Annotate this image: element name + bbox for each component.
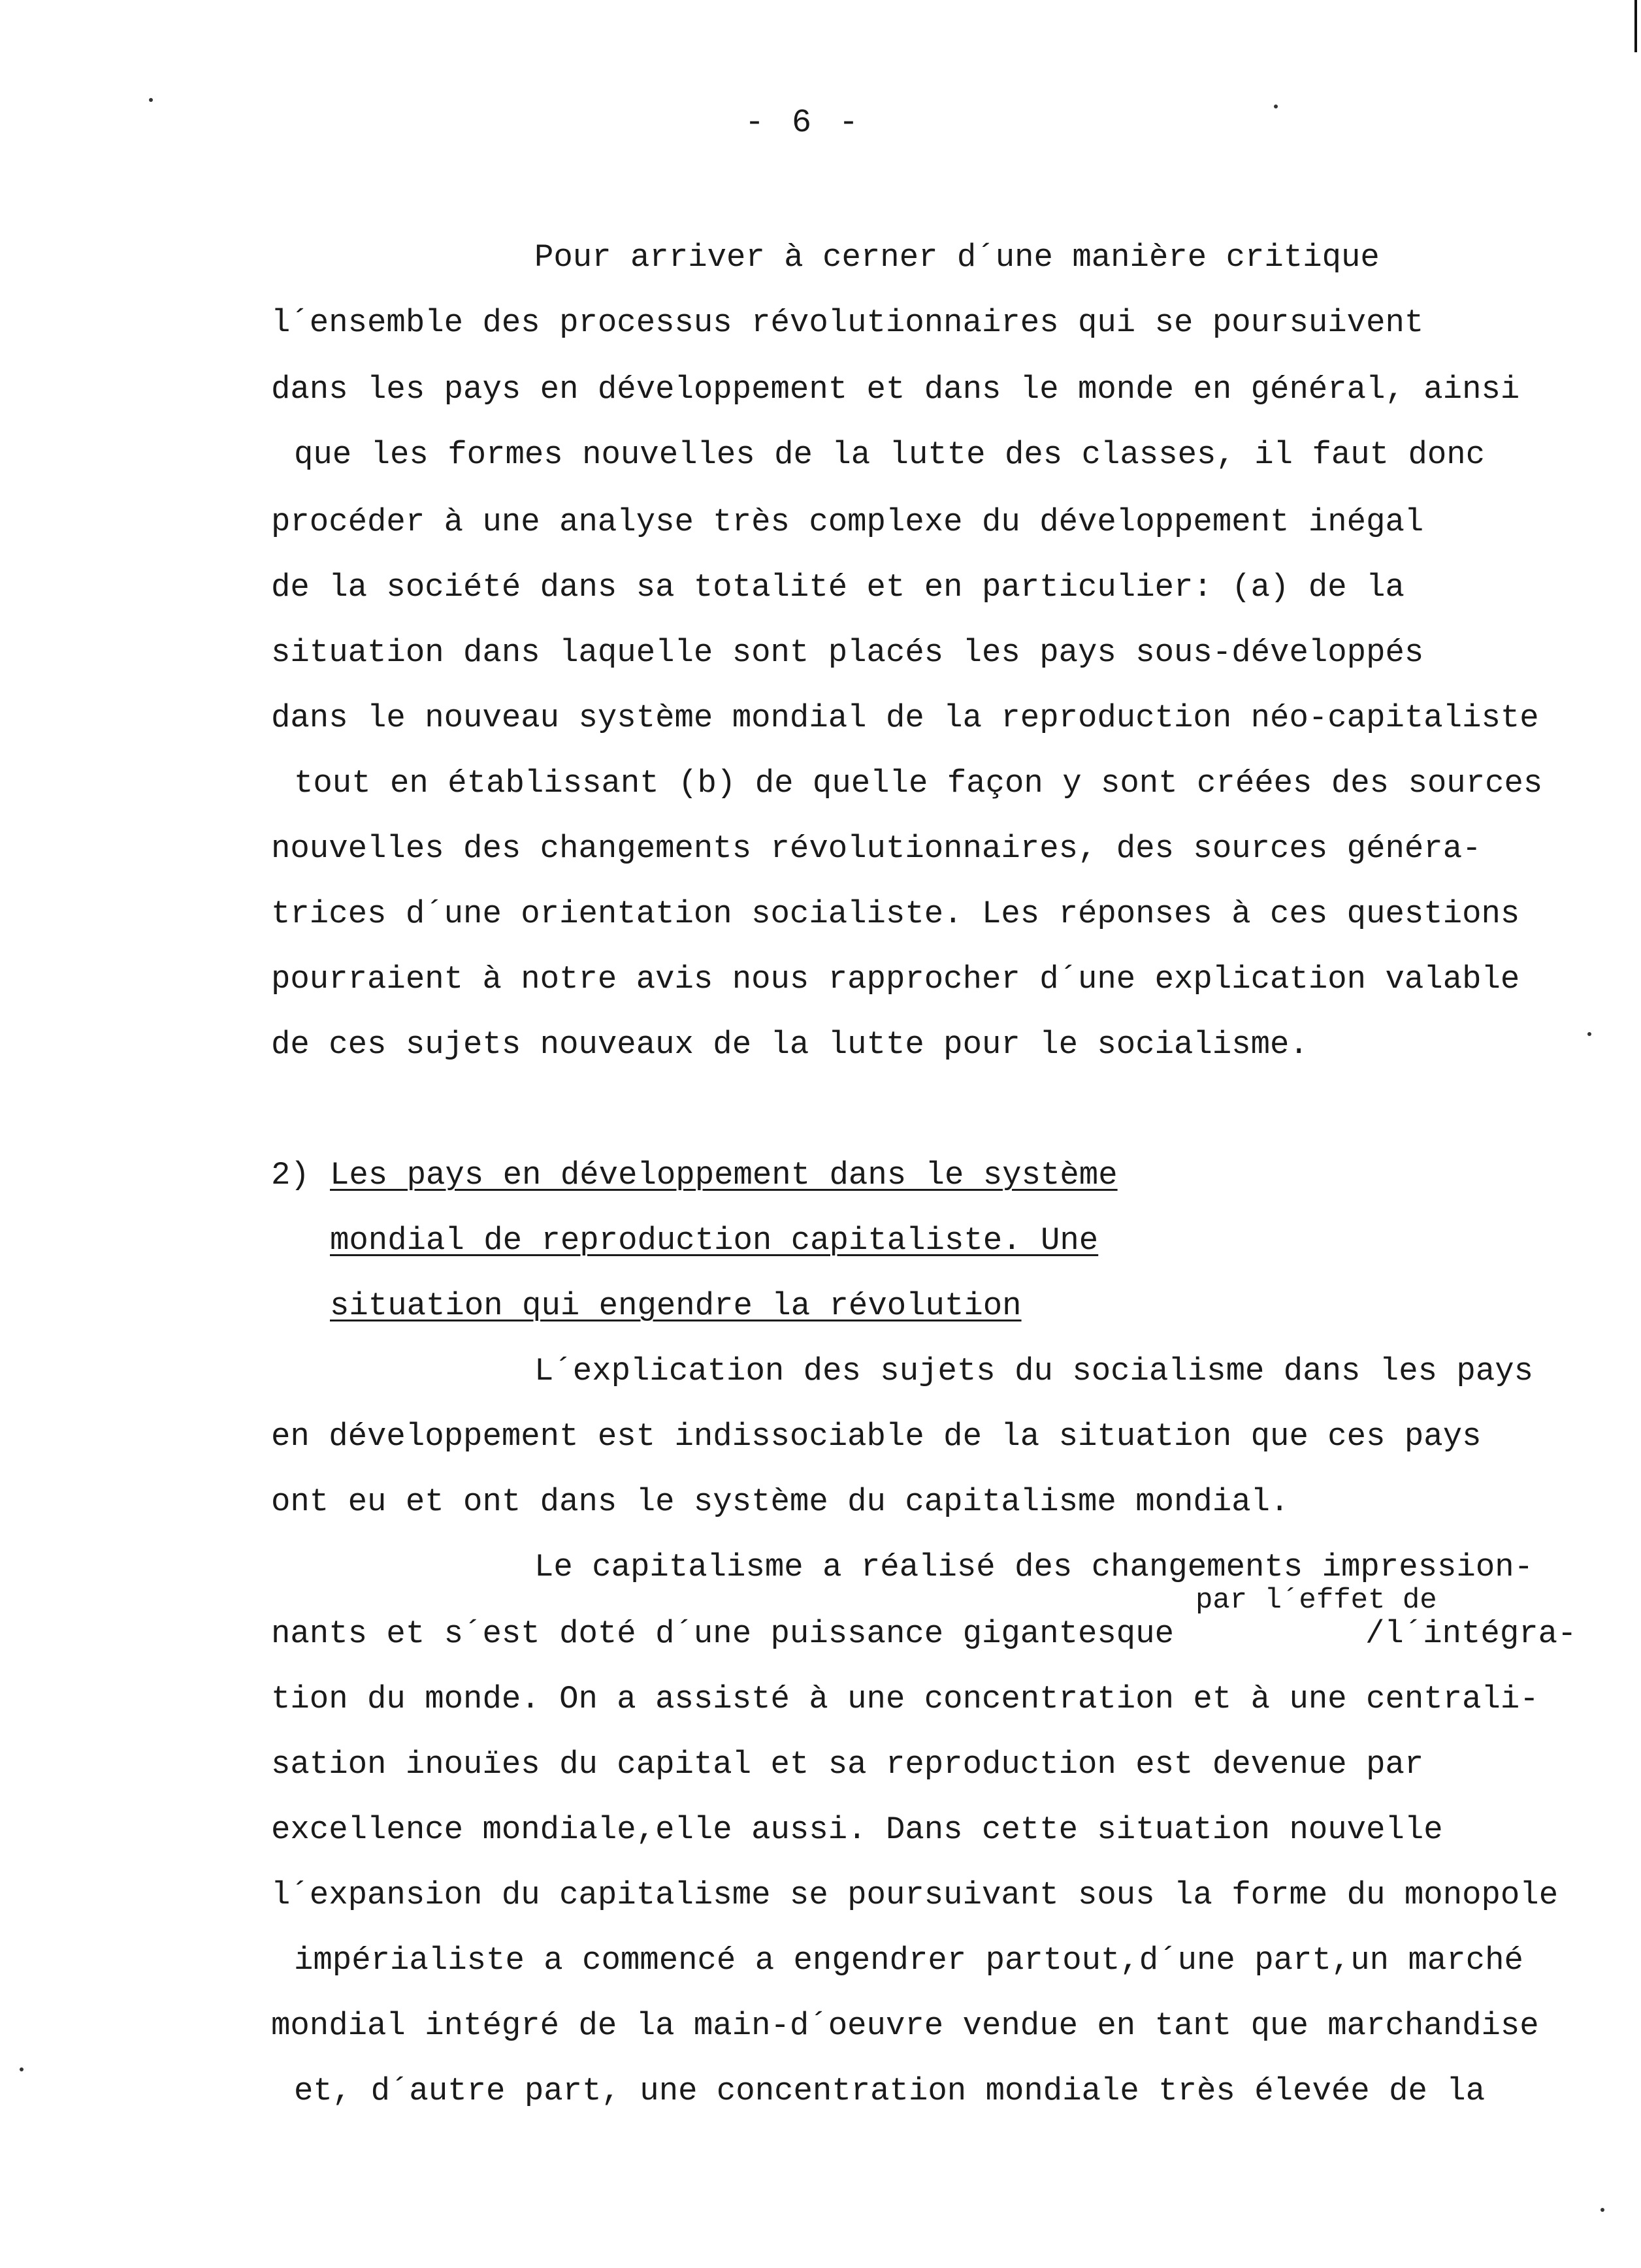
text-line: Pour arriver à cerner d´une manière critique: [534, 239, 1380, 276]
text-line: nouvelles des changements révolutionnaires, des sources généra-: [271, 830, 1482, 867]
text-line: sation inouïes du capital et sa reproduction est devenue par: [271, 1746, 1424, 1783]
scan-edge-line: [1634, 0, 1637, 52]
text-line: procéder à une analyse très complexe du développement inégal: [271, 504, 1424, 540]
text-line: de la société dans sa totalité et en particulier: (a) de la: [271, 569, 1405, 606]
scan-speck: [1274, 105, 1278, 108]
text-line: impérialiste a commencé a engendrer partout,d´une part,un marché: [294, 1942, 1523, 1979]
text-line: l´ensemble des processus révolutionnaires qui se poursuivent: [271, 304, 1424, 341]
text-line: et, d´autre part, une concentration mondiale très élevée de la: [294, 2073, 1486, 2109]
text-line: nants et s´est doté d´une puissance gigantesque: [271, 1615, 1175, 1652]
text-line: ont eu et ont dans le système du capitalisme mondial.: [271, 1483, 1290, 1520]
page-number: - 6 -: [745, 105, 863, 142]
scan-speck: [149, 98, 153, 102]
text-line: tout en établissant (b) de quelle façon y sont créées des sources: [294, 765, 1543, 802]
text-line: excellence mondiale,elle aussi. Dans cette situation nouvelle: [271, 1811, 1443, 1848]
text-line: de ces sujets nouveaux de la lutte pour le socialisme.: [271, 1026, 1308, 1063]
text-line: Le capitalisme a réalisé des changements impression-: [534, 1549, 1534, 1585]
text-line: mondial intégré de la main-d´oeuvre vendue en tant que marchandise: [271, 2007, 1539, 2044]
handwritten-insertion: par l´effet de: [1195, 1584, 1437, 1617]
section-title-line: situation qui engendre la révolution: [330, 1288, 1022, 1324]
scan-speck: [1600, 2208, 1604, 2212]
scan-speck: [1587, 1032, 1591, 1036]
text-line: situation dans laquelle sont placés les pays sous-développés: [271, 634, 1424, 671]
section-title-line: Les pays en développement dans le système: [330, 1157, 1118, 1193]
text-line: L´explication des sujets du socialisme dans les pays: [534, 1353, 1534, 1389]
text-line: l´expansion du capitalisme se poursuivant sous la forme du monopole: [271, 1877, 1559, 1913]
scan-speck: [20, 2067, 24, 2071]
section-number: 2): [271, 1157, 310, 1193]
text-line: pourraient à notre avis nous rapprocher d´une explication valable: [271, 961, 1520, 997]
section-title-line: mondial de reproduction capitaliste. Une: [330, 1222, 1099, 1259]
text-line: dans le nouveau système mondial de la reproduction néo-capitaliste: [271, 700, 1539, 736]
text-line: trices d´une orientation socialiste. Les réponses à ces questions: [271, 896, 1520, 932]
text-line: /l´intégra-: [1365, 1615, 1577, 1652]
text-line: dans les pays en développement et dans le monde en général, ainsi: [271, 371, 1520, 408]
text-line: tion du monde. On a assisté à une concentration et à une centrali-: [271, 1681, 1539, 1717]
text-line: que les formes nouvelles de la lutte des classes, il faut donc: [294, 436, 1486, 473]
text-line: en développement est indissociable de la situation que ces pays: [271, 1418, 1482, 1455]
